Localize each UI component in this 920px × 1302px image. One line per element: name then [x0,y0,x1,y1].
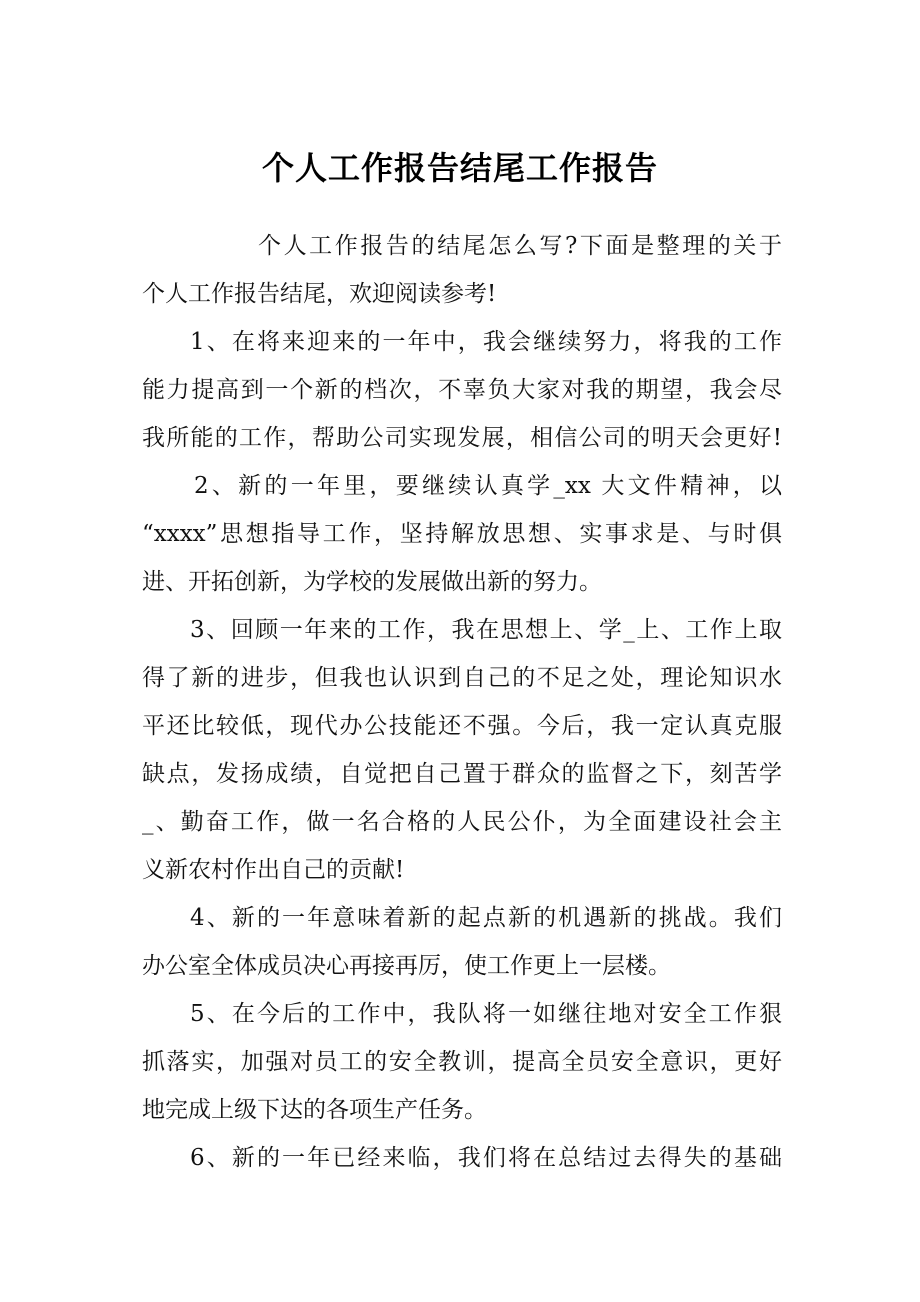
text-line: 5、在今后的工作中，我队将一如继往地对安全工作狠 [190,1001,782,1027]
text-line: 1、在将来迎来的一年中，我会继续努力，将我的工作 [190,329,782,355]
text-line: 4、新的一年意味着新的起点新的机遇新的挑战。我们 [190,905,782,931]
text-line: _、勤奋工作，做一名合格的人民公仆，为全面建设社会主 [142,809,782,835]
text-line: 进、开拓创新，为学校的发展做出新的努力。 [142,569,602,595]
text-line: 得了新的进步，但我也认识到自己的不足之处，理论知识水 [142,665,782,691]
text-line: 平还比较低，现代办公技能还不强。今后，我一定认真克服 [142,713,782,739]
text-line: 个人工作报告的结尾怎么写?下面是整理的关于 [258,233,782,259]
text-line: 6、新的一年已经来临，我们将在总结过去得失的基础 [190,1145,782,1171]
text-line: 3、回顾一年来的工作，我在思想上、学_上、工作上取 [190,617,782,643]
text-line: 2、新的一年里，要继续认真学_xx 大文件精神，以 [194,473,782,499]
document-title: 个人工作报告结尾工作报告 [261,149,658,187]
text-line: 我所能的工作，帮助公司实现发展，相信公司的明天会更好! [142,425,782,451]
text-line: 能力提高到一个新的档次，不辜负大家对我的期望，我会尽 [142,377,782,403]
text-line: “xxxx”思想指导工作，坚持解放思想、实事求是、与时俱 [142,521,782,547]
text-line: 地完成上级下达的各项生产任务。 [142,1097,487,1123]
document-body [142,222,782,1182]
text-line: 个人工作报告结尾，欢迎阅读参考! [142,281,497,307]
text-line: 办公室全体成员决心再接再厉，使工作更上一层楼。 [142,953,671,979]
text-line: 缺点，发扬成绩，自觉把自己置于群众的监督之下，刻苦学 [142,761,782,787]
text-line: 抓落实，加强对员工的安全教训，提高全员安全意识，更好 [142,1049,782,1075]
text-line: 义新农村作出自己的贡献! [142,857,405,883]
